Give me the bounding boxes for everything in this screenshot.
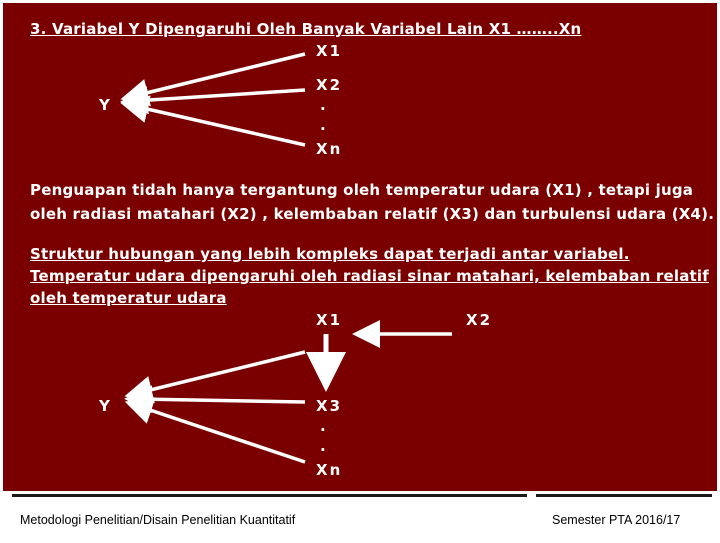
diagram1-xn: Xn — [316, 140, 343, 158]
footer-left-text: Metodologi Penelitian/Disain Penelitian Kuantitatif — [20, 513, 296, 527]
diagram1-y: Y — [99, 96, 111, 114]
diagram1-x2: X2 — [316, 76, 343, 94]
arrow-xn-to-y — [134, 106, 305, 145]
diagram2-dot2: . — [320, 437, 326, 455]
diagram1-dot1: . — [320, 96, 326, 114]
diagram1-x1: X1 — [316, 42, 343, 60]
diagram2-y: Y — [99, 397, 111, 415]
diagram2-x3: X3 — [316, 397, 343, 415]
diagram2-dot1: . — [320, 417, 326, 435]
footer-right-text: Semester PTA 2016/17 — [552, 513, 681, 527]
arrow2-x1-to-y — [138, 352, 305, 393]
diagram2-xn: Xn — [316, 461, 343, 479]
footer-left-box — [12, 494, 527, 543]
footer-right-box — [536, 494, 712, 543]
paragraph1-line1: Penguapan tidah hanya tergantung oleh temperatur udara (X1) , tetapi juga — [30, 181, 694, 199]
arrow-x3-to-y — [138, 399, 305, 402]
arrow-x2-to-y — [134, 90, 305, 101]
arrow2-xn-to-y — [138, 406, 305, 462]
paragraph2-line3: oleh temperatur udara — [30, 289, 227, 307]
arrow-x1-to-y — [134, 54, 305, 96]
paragraph1-line2: oleh radiasi matahari (X2) , kelembaban relatif (X3) dan turbulensi udara (X4). — [30, 205, 715, 223]
diagram2-x2: X2 — [466, 311, 493, 329]
paragraph2-line2: Temperatur udara dipengaruhi oleh radiasi sinar matahari, kelembaban relatif — [30, 267, 709, 285]
diagram1-dot2: . — [320, 116, 326, 134]
diagram2-x1: X1 — [316, 311, 343, 329]
heading-text: 3. Variabel Y Dipengaruhi Oleh Banyak Variabel Lain X1 ……..Xn — [30, 20, 582, 38]
paragraph2-line1: Struktur hubungan yang lebih kompleks dapat terjadi antar variabel. — [30, 245, 630, 263]
